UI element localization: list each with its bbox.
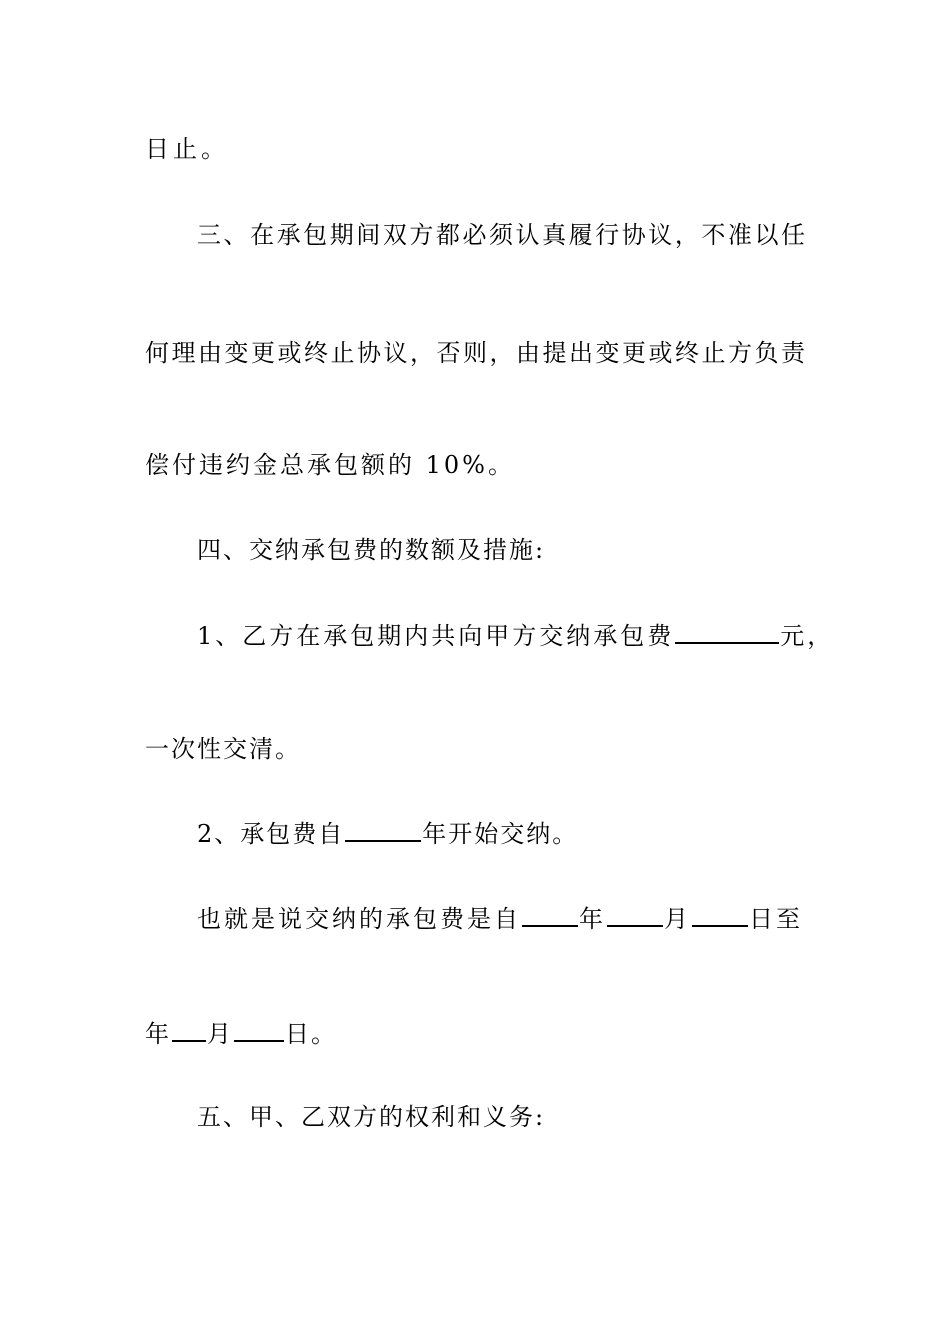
line-text: 何理由变更或终止协议，否则，由提出变更或终止方负责 xyxy=(145,339,805,367)
text-line xyxy=(197,1102,545,1132)
blank-underline xyxy=(692,903,748,927)
text-line xyxy=(197,818,578,849)
line-text: 年 xyxy=(145,1020,171,1048)
line-text: 月 xyxy=(207,1020,233,1048)
line-text: 年 xyxy=(579,905,606,933)
line-text: 月 xyxy=(664,905,691,933)
line-text: 四、交纳承包费的数额及措施: xyxy=(197,536,546,564)
blank-underline xyxy=(675,620,779,644)
text-line xyxy=(145,450,515,480)
line-text: 日。 xyxy=(285,1020,337,1048)
line-text: 2、承包费自 xyxy=(197,820,345,848)
line-text: 三、在承包期间双方都必须认真履行协议，不准以任 xyxy=(197,221,805,249)
text-line xyxy=(145,338,805,368)
text-line xyxy=(197,620,834,651)
line-text: 日止。 xyxy=(145,135,229,163)
text-line xyxy=(197,220,805,250)
blank-underline xyxy=(345,818,421,842)
line-text: 年开始交纳。 xyxy=(422,820,579,848)
line-text: 偿付违约金总承包额的 10%。 xyxy=(145,451,515,479)
blank-underline xyxy=(234,1018,284,1042)
text-line xyxy=(197,535,545,565)
text-line xyxy=(145,134,229,164)
text-line xyxy=(145,1018,337,1049)
line-text: 日至 xyxy=(749,905,803,933)
line-text: 五、甲、乙双方的权利和义务: xyxy=(197,1103,546,1131)
text-line xyxy=(197,903,803,934)
blank-underline xyxy=(607,903,663,927)
blank-underline xyxy=(522,903,578,927)
text-line xyxy=(145,734,301,764)
line-text: 1、乙方在承包期内共向甲方交纳承包费 xyxy=(197,622,675,650)
line-text: 元， xyxy=(780,622,835,650)
line-text: 也就是说交纳的承包费是自 xyxy=(197,905,521,933)
blank-underline xyxy=(172,1018,206,1042)
line-text: 一次性交清。 xyxy=(145,735,301,763)
